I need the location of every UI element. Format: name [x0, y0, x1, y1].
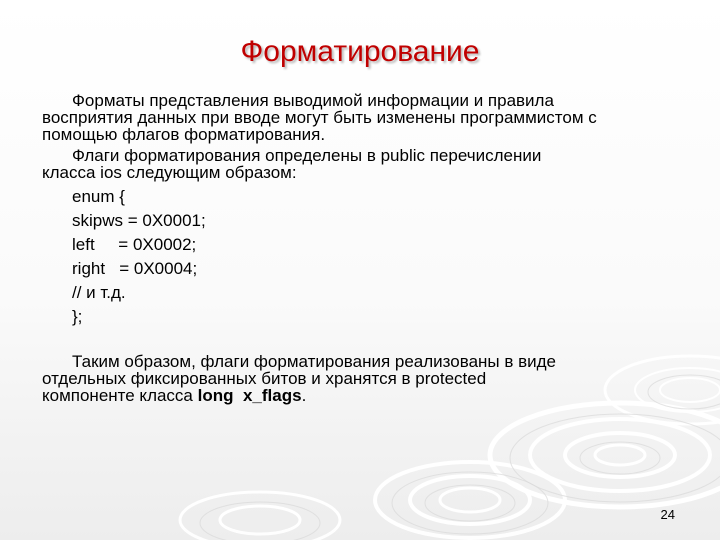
summary-prefix: компоненте класса [42, 386, 198, 405]
code-line: right = 0X0004; [72, 259, 198, 278]
summary-suffix: . [301, 386, 307, 405]
code-block [42, 185, 662, 329]
code-line: left = 0X0002; [72, 235, 197, 254]
keyword-x-flags: x_flags [242, 386, 302, 405]
paragraph-summary-middle: отдельных фиксированных битов и хранятся в protected [42, 369, 487, 388]
paragraph-summary [42, 353, 662, 404]
code-line: // и т.д. [72, 283, 126, 302]
code-line: enum { [72, 187, 125, 206]
paragraph-summary-last [42, 387, 662, 404]
paragraph-flags-first-line: Флаги форматирования определены в public перечислении [72, 146, 542, 165]
paragraph-flags [42, 147, 662, 181]
spacer [42, 329, 662, 351]
code-line: skipws = 0X0001; [72, 211, 206, 230]
slide-title: Форматирование [240, 35, 480, 68]
paragraph-formats [42, 92, 662, 143]
paragraph-flags-rest: класса ios следующим образом: [42, 163, 297, 182]
paragraph-formats-first-line: Форматы представления выводимой информации и правила [72, 91, 554, 110]
code-line: }; [72, 307, 83, 326]
keyword-long: long [197, 386, 234, 405]
paragraph-formats-rest: восприятия данных при вводе могут быть изменены программистом с помощью флагов форматирования. [42, 108, 597, 144]
paragraph-summary-first-line: Таким образом, флаги форматирования реализованы в виде [72, 352, 557, 371]
page-number: 24 [660, 507, 675, 522]
slide-body [42, 92, 662, 408]
